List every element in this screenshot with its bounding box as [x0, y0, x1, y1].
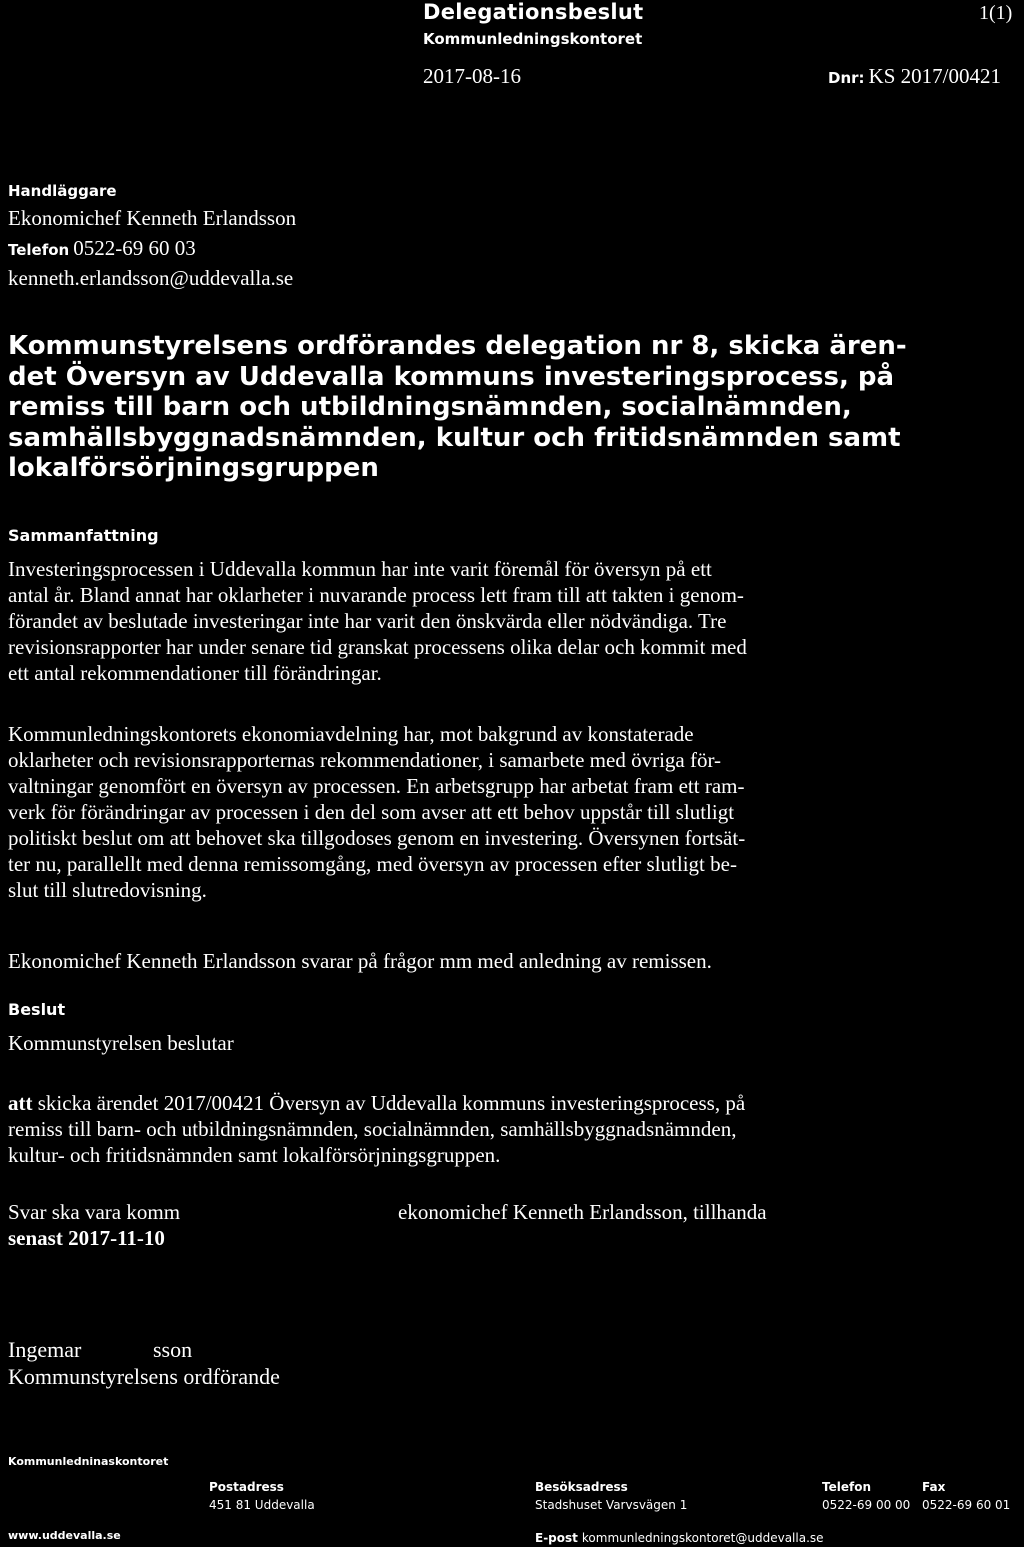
summary-heading: Sammanfattning [8, 526, 159, 545]
text-line [8, 1090, 1008, 1116]
text-line: förandet av beslutade investeringar inte har varit den önskvärda eller nödvändiga. Tre [8, 609, 727, 633]
footer-fax-label: Fax [922, 1480, 946, 1494]
signature-title: Kommunstyrelsens ordförande [8, 1364, 280, 1389]
text-line: Investeringsprocessen i Uddevalla kommun har inte varit föremål för översyn på ett [8, 557, 712, 581]
text-line: slut till slutredovisning. [8, 878, 207, 902]
reply-text-right: ekonomichef Kenneth Erlandsson, tillhanda [398, 1200, 767, 1224]
handler-label: Handläggare [8, 182, 117, 200]
page-title [8, 331, 907, 484]
title-line: Kommunstyrelsens ordförandes delegation nr 8, skicka ären- [8, 331, 907, 361]
document-type: Delegationsbeslut [423, 0, 644, 24]
text-line: remiss till barn- och utbildningsnämnden, socialnämnden, samhällsbyggnadsnämnden, [8, 1117, 737, 1141]
title-line: samhällsbyggnadsnämnden, kultur och fritidsnämnden samt [8, 422, 901, 453]
diary-number [828, 64, 1001, 89]
decision-text [8, 1090, 1008, 1168]
diary-number-value: KS 2017/00421 [868, 64, 1001, 88]
handler-phone [8, 236, 196, 261]
signature-last-name: sson [153, 1337, 193, 1362]
footer-phone-value: 0522-69 00 00 [822, 1498, 911, 1512]
footer-fax-value: 0522-69 60 01 [922, 1498, 1011, 1512]
footer-phone-label: Telefon [822, 1480, 871, 1494]
footer-email-label: E-post [535, 1531, 578, 1545]
title-line: det Översyn av Uddevalla kommuns investeringsprocess, på [8, 361, 895, 392]
handler-email: kenneth.erlandsson@uddevalla.se [8, 266, 294, 290]
reply-text-left: Svar ska vara komm [8, 1200, 181, 1224]
footer-email-value[interactable]: kommunledningskontoret@uddevalla.se [581, 1531, 824, 1545]
text-line: oklarheter och revisionsrapporternas rekommendationer, i samarbete med övriga för- [8, 748, 722, 772]
handler-phone-value: 0522-69 60 03 [73, 236, 196, 260]
footer-postal-value: 451 81 Uddevalla [209, 1498, 315, 1512]
decision-intro: Kommunstyrelsen beslutar [8, 1031, 234, 1055]
department-name: Kommunledningskontoret [423, 30, 643, 48]
summary-paragraph-3: Ekonomichef Kenneth Erlandsson svarar på frågor mm med anledning av remissen. [8, 949, 712, 973]
footer-org: Kommunledninaskontoret [8, 1455, 169, 1468]
text-line: antal år. Bland annat har oklarheter i nuvarande process lett fram till att takten i genom- [8, 583, 744, 607]
att-word: att [8, 1091, 33, 1115]
footer-postal-label: Postadress [209, 1480, 284, 1494]
page-number: 1(1) [979, 2, 1013, 24]
handler-phone-label: Telefon [8, 241, 70, 259]
text-line: revisionsrapporter har under senare tid granskat processens olika delar och kommit med [8, 635, 747, 659]
title-line: lokalförsörjningsgruppen [8, 453, 379, 483]
text-line: kultur- och fritidsnämnden samt lokalförsörjningsgruppen. [8, 1143, 501, 1167]
title-line: remiss till barn och utbildningsnämnden, socialnämnden, [8, 392, 852, 422]
text-line: ett antal rekommendationer till förändringar. [8, 661, 382, 685]
footer-email [535, 1529, 824, 1547]
handler-name: Ekonomichef Kenneth Erlandsson [8, 206, 297, 230]
footer-visit-label: Besöksadress [535, 1480, 628, 1494]
text-line: valtningar genomfört en översyn av processen. En arbetsgrupp har arbetat fram ett ram- [8, 774, 745, 798]
summary-paragraph-1 [8, 556, 1008, 686]
footer-website[interactable]: www.uddevalla.se [8, 1529, 121, 1542]
signature-first-name: Ingemar [8, 1337, 82, 1362]
text-line: politiskt beslut om att behovet ska tillgodoses genom en investering. Översynen fortsät- [8, 826, 746, 850]
text-fragment: skicka ärendet 2017/00421 Översyn av Uddevalla kommuns investeringsprocess, på [32, 1091, 746, 1115]
diary-number-label: Dnr: [828, 69, 865, 87]
reply-deadline: senast 2017-11-10 [8, 1226, 165, 1250]
text-line: ter nu, parallellt med denna remissomgång, med översyn av processen efter slutligt be- [8, 852, 737, 876]
footer-visit-value: Stadshuset Varvsvägen 1 [535, 1498, 688, 1512]
document-date: 2017-08-16 [423, 64, 521, 88]
summary-paragraph-2 [8, 721, 1008, 903]
text-line: Kommunledningskontorets ekonomiavdelning har, mot bakgrund av konstaterade [8, 722, 694, 746]
text-line: verk för förändringar av processen i den del som avser att ett behov uppstår till slutligt [8, 800, 735, 824]
decision-heading: Beslut [8, 1000, 66, 1019]
